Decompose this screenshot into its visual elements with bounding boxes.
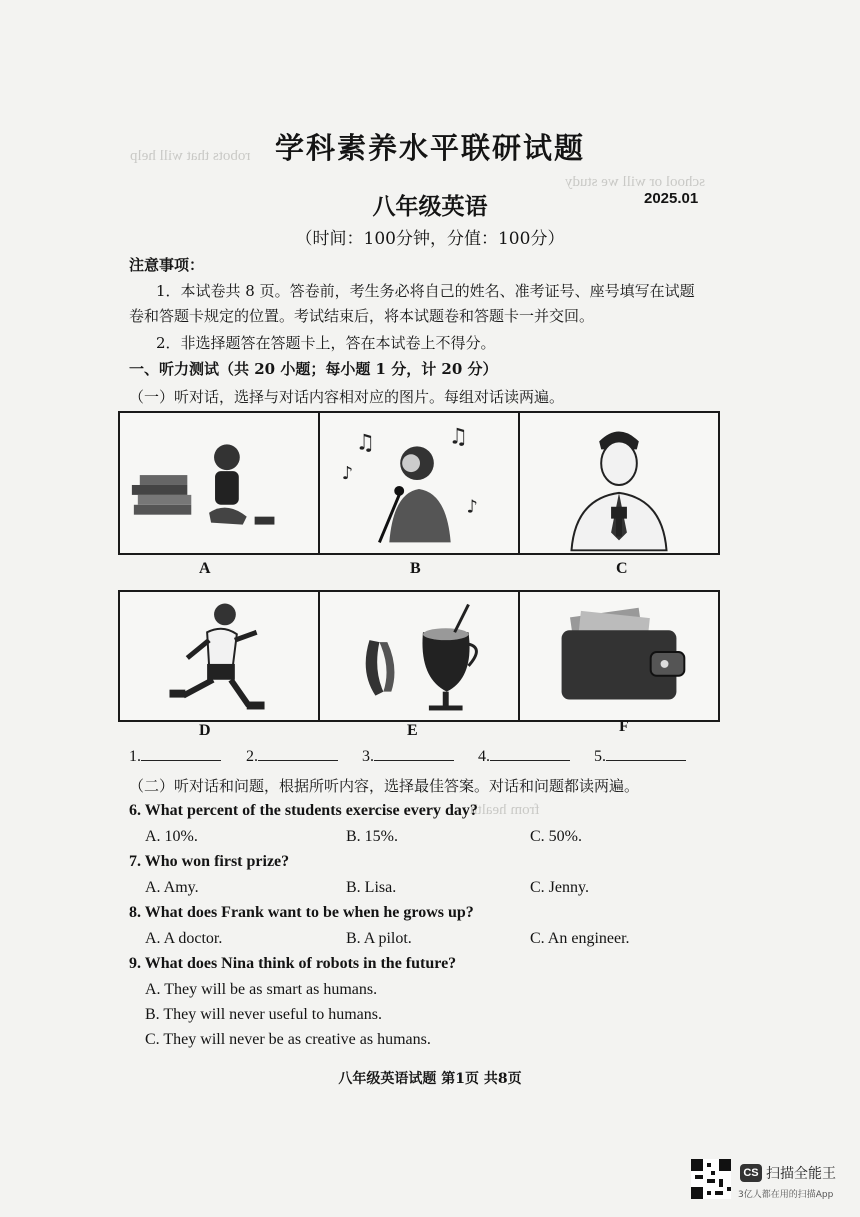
notice-item-1-line-1: 1．本试卷共 8 页。答卷前，考生务必将自己的姓名、准考证号、座号填写在试题	[156, 282, 695, 300]
q6-option-a[interactable]: A. 10%.	[145, 828, 198, 845]
section-heading: 一、听力测试（共 20 小题；每小题 1 分，计 20 分）	[129, 360, 498, 378]
q7-option-c[interactable]: C. Jenny.	[530, 879, 589, 896]
picture-a	[120, 413, 320, 553]
qr-code-icon	[691, 1159, 731, 1199]
picture-label-b: B	[410, 560, 421, 577]
exam-date: 2025.01	[644, 190, 699, 207]
blank-number: 1.	[129, 748, 141, 765]
q8-option-c[interactable]: C. An engineer.	[530, 930, 630, 947]
time-and-score: （时间：100分钟，分值：100分）	[295, 229, 565, 249]
picture-label-e: E	[407, 722, 418, 739]
q7-option-a[interactable]: A. Amy.	[145, 879, 199, 896]
blank-number: 4.	[478, 748, 490, 765]
picture-d	[120, 592, 320, 720]
answer-blank-5[interactable]	[594, 746, 686, 766]
bleed-through-text: from health	[470, 802, 540, 818]
notice-heading: 注意事项：	[129, 256, 205, 274]
q7-option-b[interactable]: B. Lisa.	[346, 879, 397, 896]
picture-label-a: A	[199, 560, 211, 577]
q6-option-c[interactable]: C. 50%.	[530, 828, 582, 845]
exam-title: 学科素养水平联研试题	[274, 131, 585, 165]
picture-c	[520, 413, 718, 553]
scanner-tagline: 3亿人都在用的扫描App	[738, 1190, 834, 1200]
blank-number: 5.	[594, 748, 606, 765]
scanner-brand: 扫描全能王	[766, 1166, 836, 1182]
picture-label-f: F	[619, 718, 629, 735]
reporter-icon	[520, 413, 718, 553]
q8-option-a[interactable]: A. A doctor.	[145, 930, 223, 947]
answer-blank-4[interactable]	[478, 746, 570, 766]
svg-text:♪: ♪	[466, 496, 478, 518]
question-6: 6. What percent of the students exercise every day?	[129, 802, 478, 819]
reading-person-icon	[120, 413, 318, 553]
blank-number: 2.	[246, 748, 258, 765]
answer-blank-1[interactable]	[129, 746, 221, 766]
q9-option-b[interactable]: B. They will never useful to humans.	[145, 1006, 382, 1023]
notice-item-1-line-2: 卷和答题卡规定的位置。考试结束后，将本试题卷和答题卡一并交回。	[129, 307, 595, 325]
answer-blank-3[interactable]	[362, 746, 454, 766]
notice-item-2: 2．非选择题答在答题卡上，答在本试卷上不得分。	[156, 334, 496, 352]
picture-label-d: D	[199, 722, 211, 739]
q6-option-b[interactable]: B. 15%.	[346, 828, 398, 845]
banana-and-drink-icon	[320, 592, 518, 720]
exam-subtitle: 八年级英语	[372, 193, 488, 220]
picture-row-2	[118, 590, 720, 722]
page-footer: 八年级英语试题 第1页 共8页	[338, 1071, 522, 1087]
singing-person-icon	[320, 413, 518, 553]
running-person-icon	[120, 592, 318, 720]
blank-number: 3.	[362, 748, 374, 765]
part-2-instruction: （二）听对话和问题，根据所听内容，选择最佳答案。对话和问题都读两遍。	[129, 777, 640, 795]
q9-option-c[interactable]: C. They will never be as creative as humans.	[145, 1031, 431, 1048]
picture-label-c: C	[616, 560, 628, 577]
bleed-through-text: school or will we study	[565, 174, 705, 190]
camscanner-logo: CS	[740, 1164, 762, 1182]
q9-option-a[interactable]: A. They will be as smart as humans.	[145, 981, 378, 998]
svg-text:♪: ♪	[341, 463, 354, 485]
answer-blank-2[interactable]	[246, 746, 338, 766]
wallet-icon	[520, 592, 718, 720]
svg-text:♫: ♫	[448, 424, 469, 450]
picture-e	[320, 592, 520, 720]
question-8: 8. What does Frank want to be when he grows up?	[129, 904, 474, 921]
svg-text:♫: ♫	[355, 430, 376, 456]
bleed-through-text: robots that will help	[130, 148, 251, 164]
question-9: 9. What does Nina think of robots in the future?	[129, 955, 457, 972]
picture-row-1	[118, 411, 720, 555]
q8-option-b[interactable]: B. A pilot.	[346, 930, 412, 947]
part-1-instruction: （一）听对话，选择与对话内容相对应的图片。每组对话读两遍。	[129, 388, 565, 406]
picture-b	[320, 413, 520, 553]
question-7: 7. Who won first prize?	[129, 853, 290, 870]
picture-f	[520, 592, 718, 720]
